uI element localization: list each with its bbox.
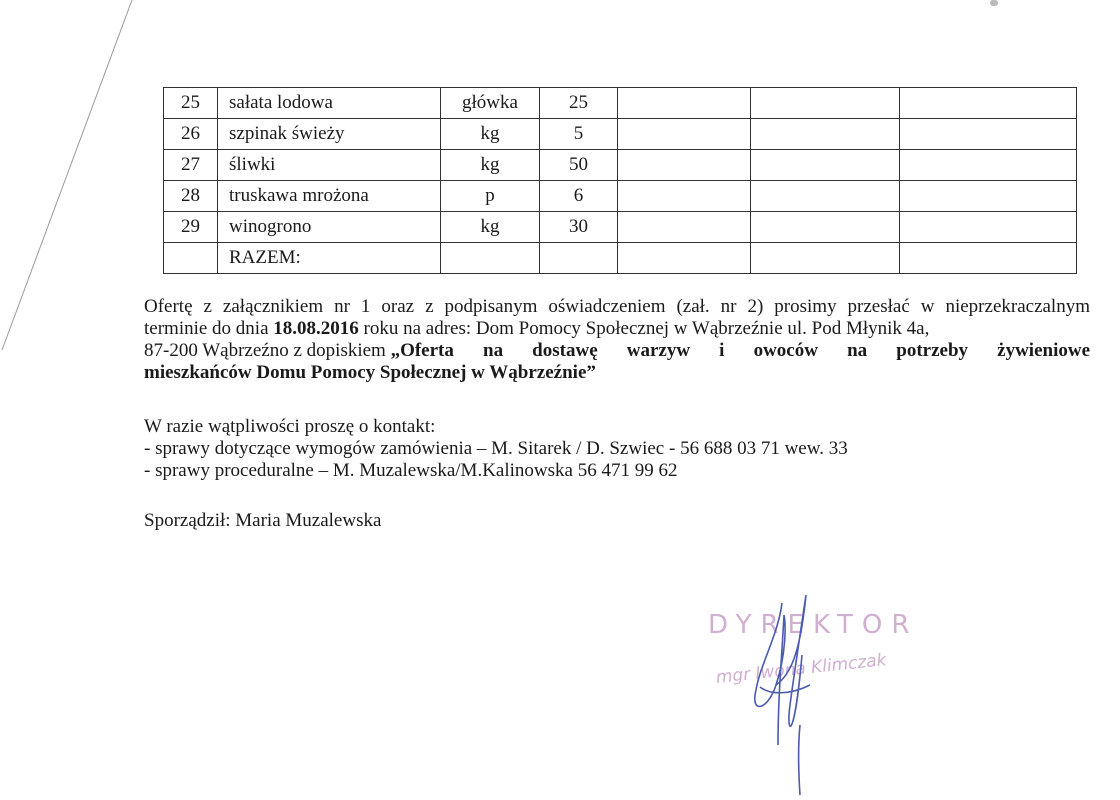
table-row (164, 119, 1077, 150)
product-name: truskawa mrożona (218, 181, 441, 212)
quantity: 25 (540, 88, 618, 119)
value-cell (751, 181, 900, 212)
prepared-by: Sporządził: Maria Muzalewska (144, 510, 382, 531)
offer-line-1: Ofertę z załącznikiem nr 1 oraz z podpisanym oświadczeniem (zał. nr 2) prosimy przesłać w nieprzekraczalnym (144, 296, 1090, 317)
quantity: 6 (540, 181, 618, 212)
offer-line-3-start: 87-200 Wąbrzeźno z dopiskiem (144, 340, 391, 361)
quantity: 5 (540, 119, 618, 150)
contact-block (144, 416, 1090, 482)
scan-dot (990, 0, 998, 6)
product-name: śliwki (218, 150, 441, 181)
notes-cell (900, 150, 1077, 181)
row-number: 28 (164, 181, 218, 212)
table-cell (540, 243, 618, 274)
notes-cell (900, 119, 1077, 150)
value-cell (751, 212, 900, 243)
contact-line-2: - sprawy proceduralne – M. Muzalewska/M.Kalinowska 56 471 99 62 (144, 460, 678, 481)
unit: p (441, 181, 540, 212)
table-row (164, 212, 1077, 243)
value-cell (751, 119, 900, 150)
row-number: 26 (164, 119, 218, 150)
quantity: 50 (540, 150, 618, 181)
offer-line-3 (144, 340, 1090, 362)
offer-line-4 (144, 362, 1090, 384)
contact-intro: W razie wątpliwości proszę o kontakt: (144, 416, 436, 437)
table-cell (751, 243, 900, 274)
table-cell (164, 243, 218, 274)
offer-line-2-end: roku na adres: Dom Pomocy Społecznej w Wąbrzeźnie ul. Pod Młynik 4a, (358, 318, 930, 339)
row-number: 25 (164, 88, 218, 119)
value-cell (751, 88, 900, 119)
product-name: szpinak świeży (218, 119, 441, 150)
notes-cell (900, 212, 1077, 243)
offer-line-2 (144, 318, 1090, 340)
signature-mark (690, 595, 970, 795)
offer-note-part2: mieszkańców Domu Pomocy Społecznej w Wąbrzeźnie” (144, 362, 596, 383)
offer-line-2-start: terminie do dnia (144, 318, 274, 339)
contact-line-1: - sprawy dotyczące wymogów zamówienia – M. Sitarek / D. Szwiec - 56 688 03 71 wew. 33 (144, 438, 848, 459)
offer-paragraph (144, 296, 1090, 384)
product-name: winogrono (218, 212, 441, 243)
table-row (164, 88, 1077, 119)
scan-artifact-line (0, 0, 140, 360)
unit: kg (441, 212, 540, 243)
items-table (163, 87, 1077, 274)
unit: kg (441, 150, 540, 181)
notes-cell (900, 88, 1077, 119)
price-cell (618, 150, 751, 181)
price-cell (618, 119, 751, 150)
unit: kg (441, 119, 540, 150)
row-number: 27 (164, 150, 218, 181)
row-number: 29 (164, 212, 218, 243)
total-row (164, 243, 1077, 274)
total-label: RAZEM: (218, 243, 441, 274)
deadline-date: 18.08.2016 (273, 318, 359, 339)
table-cell (441, 243, 540, 274)
table-row (164, 181, 1077, 212)
table-row (164, 150, 1077, 181)
table-cell (618, 243, 751, 274)
stamp-name: mgr Iwona Klimczak (714, 650, 888, 688)
price-cell (618, 88, 751, 119)
product-name: sałata lodowa (218, 88, 441, 119)
notes-cell (900, 181, 1077, 212)
quantity: 30 (540, 212, 618, 243)
items-table-body (164, 88, 1077, 243)
stamp-title: DYREKTOR (708, 610, 919, 640)
price-cell (618, 181, 751, 212)
price-cell (618, 212, 751, 243)
value-cell (751, 150, 900, 181)
offer-note-part1: „Oferta na dostawę warzyw i owoców na potrzeby żywieniowe (390, 340, 1090, 361)
unit: główka (441, 88, 540, 119)
table-cell (900, 243, 1077, 274)
